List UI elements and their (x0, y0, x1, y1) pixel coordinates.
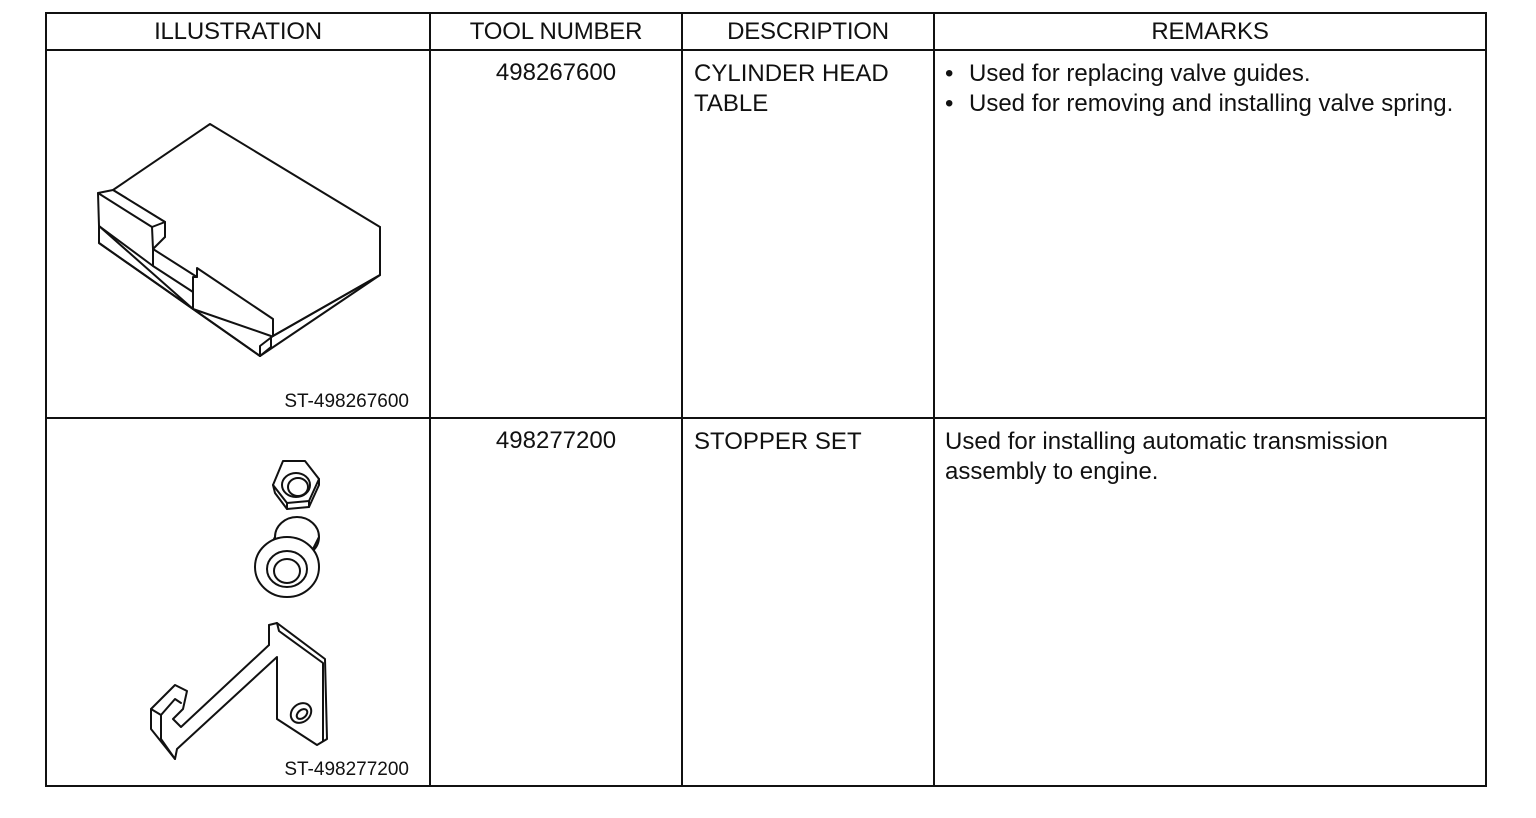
table-row (46, 418, 1486, 786)
remarks-list (945, 59, 1473, 119)
table-header-row (46, 13, 1486, 50)
remark-item: • Used for replacing valve guides. (945, 59, 1473, 89)
tool-number-cell: 498267600 (430, 50, 682, 418)
illustration-cell (46, 418, 430, 786)
special-tools-table (45, 12, 1487, 787)
stopper-set-icon (47, 419, 431, 785)
illustration-caption: ST-498267600 (284, 391, 409, 412)
illustration-caption: ST-498277200 (284, 759, 409, 780)
remarks-cell (934, 50, 1486, 418)
remark-item: • Used for removing and installing valve spring. (945, 89, 1473, 119)
tool-number-cell: 498277200 (430, 418, 682, 786)
table-row (46, 50, 1486, 418)
header-description: DESCRIPTION (682, 13, 934, 50)
header-illustration: ILLUSTRATION (46, 13, 430, 50)
description-cell: STOPPER SET (682, 418, 934, 786)
remarks-cell: Used for installing automatic transmission assembly to engine. (934, 418, 1486, 786)
description-cell: CYLINDER HEAD TABLE (682, 50, 934, 418)
header-remarks: REMARKS (934, 13, 1486, 50)
header-tool-number: TOOL NUMBER (430, 13, 682, 50)
nut-icon (273, 461, 319, 509)
illustration-cell (46, 50, 430, 418)
collar-icon (255, 517, 319, 597)
cylinder-head-table-icon (47, 51, 431, 417)
bracket-icon (151, 623, 327, 759)
